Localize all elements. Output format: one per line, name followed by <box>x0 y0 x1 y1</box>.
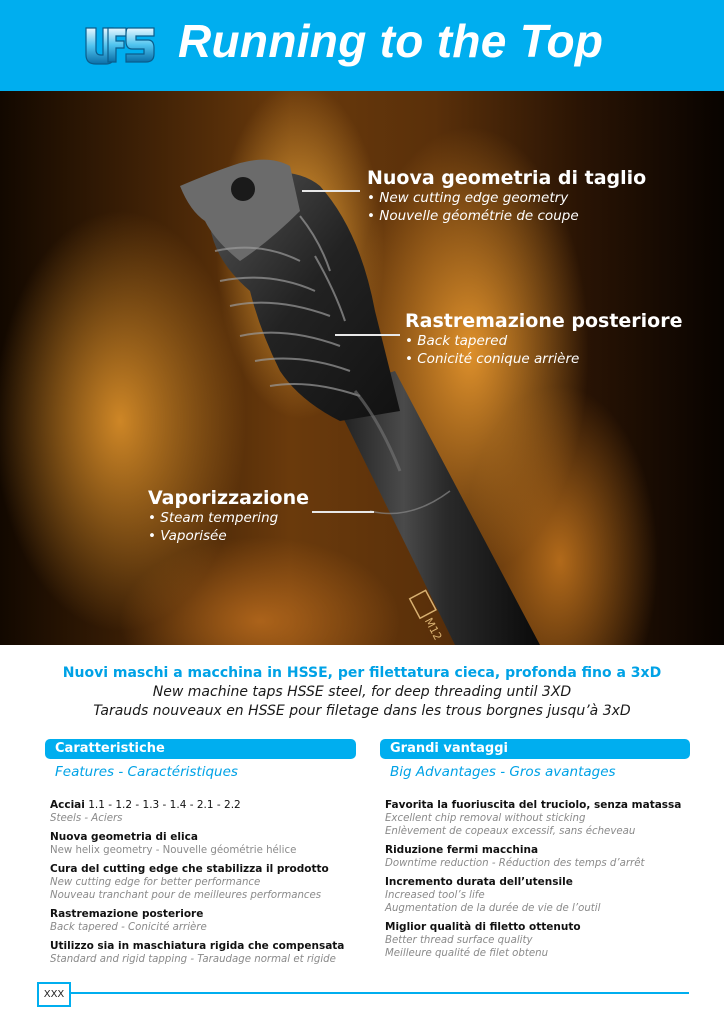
item-translation: Back tapered - Conicité arrière <box>50 922 207 933</box>
item-translation: Increased tool’s life <box>385 890 485 901</box>
callout-leader-line <box>335 334 400 336</box>
page-title: Running to the Top <box>178 15 604 67</box>
callout-line: • Nouvelle géométrie de coupe <box>367 208 579 224</box>
item-title: Cura del cutting edge che stabilizza il prodotto <box>50 863 329 875</box>
item-translation: Augmentation de la durée de vie de l’outil <box>385 903 601 914</box>
callout-line: • Vaporisée <box>148 528 227 544</box>
item-translation: New cutting edge for better performance <box>50 877 261 888</box>
item-title: Acciai <box>50 799 85 811</box>
item-translation: Nouveau tranchant pour de meilleures performances <box>50 890 322 901</box>
list-item <box>385 876 690 915</box>
features-subtitle: Features - Caractéristiques <box>55 764 238 780</box>
callout-leader-line <box>312 511 374 513</box>
list-item <box>50 863 356 902</box>
callout-back-tapered <box>405 310 683 368</box>
list-item <box>50 799 356 825</box>
features-section <box>45 739 356 972</box>
callout-heading: Vaporizzazione <box>148 487 309 509</box>
item-translation: Excellent chip removal without sticking <box>385 813 586 824</box>
item-translation: Steels - Aciers <box>50 813 123 824</box>
list-item <box>385 799 690 838</box>
item-title: Utilizzo sia in maschiatura rigida che compensata <box>50 940 345 952</box>
item-title: Nuova geometria di elica <box>50 831 198 843</box>
item-translation: Downtime reduction - Réduction des temps d’arrêt <box>385 858 645 869</box>
callout-line: • Back tapered <box>405 333 508 349</box>
features-title: Caratteristiche <box>45 739 356 759</box>
list-item <box>385 844 690 870</box>
list-item <box>50 908 356 934</box>
footer-divider <box>69 992 689 994</box>
list-item <box>385 921 690 960</box>
hero-photo <box>0 91 724 645</box>
item-title: Miglior qualità di filetto ottenuto <box>385 921 581 933</box>
callout-line: • Steam tempering <box>148 510 279 526</box>
item-value: 1.1 - 1.2 - 1.3 - 1.4 - 2.1 - 2.2 <box>84 799 241 811</box>
list-item <box>50 831 356 857</box>
advantages-subtitle: Big Advantages - Gros avantages <box>390 764 616 780</box>
intro-english: New machine taps HSSE steel, for deep threading until 3XD <box>152 684 572 700</box>
callout-steam-tempering <box>148 487 309 545</box>
callout-heading: Nuova geometria di taglio <box>367 167 647 189</box>
ufs-logo <box>84 25 156 65</box>
item-title: Incremento durata dell’utensile <box>385 876 573 888</box>
callout-leader-line <box>302 190 360 192</box>
item-title: Riduzione fermi macchina <box>385 844 539 856</box>
advantages-section <box>380 739 690 966</box>
advantages-title: Grandi vantaggi <box>380 739 690 759</box>
intro-italian: Nuovi maschi a macchina in HSSE, per filettatura cieca, profonda fino a 3xD <box>62 665 662 681</box>
intro-text <box>0 664 724 721</box>
callout-cutting-geometry <box>367 167 646 225</box>
callout-line: • New cutting edge geometry <box>367 190 569 206</box>
callout-line: • Conicité conique arrière <box>405 351 580 367</box>
item-translation: Meilleure qualité de filet obtenu <box>385 948 549 959</box>
item-translation: Standard and rigid tapping - Taraudage normal et rigide <box>50 954 336 965</box>
item-title: Rastremazione posteriore <box>50 908 204 920</box>
callout-heading: Rastremazione posteriore <box>405 310 683 332</box>
intro-french: Tarauds nouveaux en HSSE pour filetage dans les trous borgnes jusqu’à 3xD <box>93 703 631 719</box>
list-item <box>50 940 356 966</box>
item-translation: Enlèvement de copeaux excessif, sans écheveau <box>385 826 636 837</box>
svg-text:M12: M12 <box>421 615 445 643</box>
item-translation: New helix geometry - Nouvelle géométrie hélice <box>50 845 297 856</box>
advantages-list <box>385 799 690 960</box>
item-title: Favorita la fuoriuscita del truciolo, senza matassa <box>385 799 682 811</box>
item-translation: Better thread surface quality <box>385 935 533 946</box>
features-list <box>50 799 356 966</box>
header-banner <box>0 0 724 91</box>
page-number: XXX <box>37 982 71 1007</box>
